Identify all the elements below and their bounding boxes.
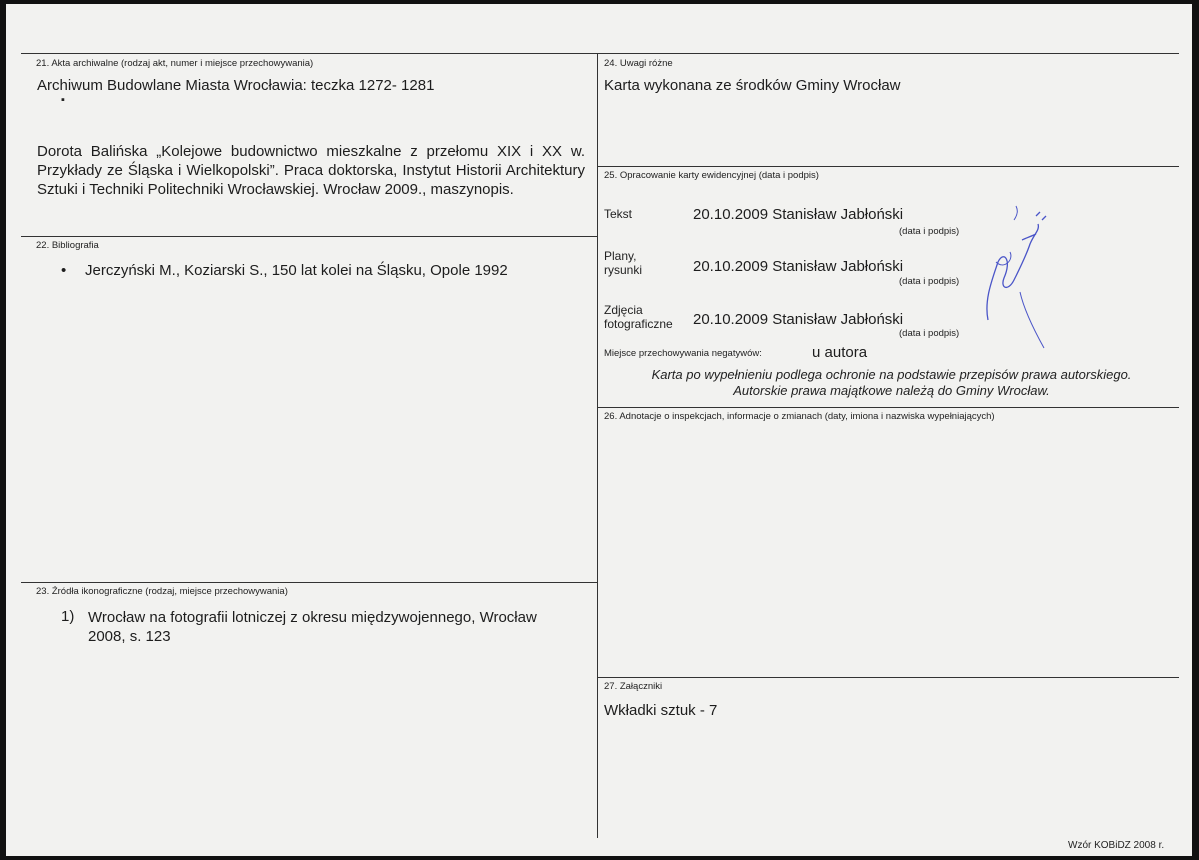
top-rule (21, 53, 1179, 54)
record-card (6, 4, 1192, 856)
handwritten-signature (974, 200, 1054, 350)
row-text-name: Tekst (604, 207, 633, 221)
row-photos-sub: (data i podpis) (899, 328, 960, 339)
bibliography-bullet: • (61, 262, 67, 279)
section-26-label: 26. Adnotacje o inspekcjach, informacje o zmianach (daty, imiona i nazwiska wypełniających) (604, 411, 995, 422)
archive-description: Dorota Balińska „Kolejowe budownictwo mieszkalne z przełomu XIX i XX w. Przykłady ze Śląska i Wielkopolski”. Praca doktorska, Instytut Historii Architektury Sztuki i Techniki Politechniki Wrocławskiej. Wrocław 2009., maszynopis. (37, 143, 585, 198)
row-text-value: 20.10.2009 Stanisław Jabłoński (693, 206, 904, 223)
bullet-mark: ▪ (61, 94, 65, 106)
section-24-label: 24. Uwagi różne (604, 58, 673, 69)
negatives-label: Miejsce przechowywania negatywów: (604, 348, 762, 359)
row-plans-sub: (data i podpis) (899, 276, 960, 287)
negatives-value: u autora (812, 344, 868, 361)
row-photos-name: Zdjęcia fotograficzne (604, 303, 673, 331)
copyright-notice-line1: Karta po wypełnieniu podlega ochronie na podstawie przepisów prawa autorskiego. (651, 367, 1132, 382)
rule-21-22 (21, 236, 597, 237)
rule-22-23 (21, 582, 597, 583)
row-photos-value: 20.10.2009 Stanisław Jabłoński (693, 311, 904, 328)
rule-25-26 (597, 407, 1179, 408)
column-divider (597, 53, 598, 838)
section-21-label: 21. Akta archiwalne (rodzaj akt, numer i miejsce przechowywania) (36, 58, 314, 69)
row-plans-value: 20.10.2009 Stanisław Jabłoński (693, 258, 904, 275)
rule-26-27 (597, 677, 1179, 678)
attachments-text: Wkładki sztuk - 7 (604, 702, 718, 719)
iconography-number: 1) (61, 608, 75, 625)
archive-entry: Archiwum Budowlane Miasta Wrocławia: teczka 1272- 1281 (37, 77, 435, 94)
section-22-label: 22. Bibliografia (36, 240, 99, 251)
copyright-notice-line2: Autorskie prawa majątkowe należą do Gminy Wrocław. (733, 383, 1050, 398)
rule-24-25 (597, 166, 1179, 167)
remarks-text: Karta wykonana ze środków Gminy Wrocław (604, 77, 901, 94)
section-27-label: 27. Załączniki (604, 681, 663, 692)
section-23-label: 23. Źródła ikonograficzne (rodzaj, miejsce przechowywania) (36, 586, 288, 597)
row-text-sub: (data i podpis) (899, 226, 960, 237)
section-25-label: 25. Opracowanie karty ewidencyjnej (data i podpis) (604, 170, 819, 181)
iconography-item: Wrocław na fotografii lotniczej z okresu międzywojennego, Wrocław 2008, s. 123 (88, 609, 537, 645)
bibliography-item: Jerczyński M., Koziarski S., 150 lat kolei na Śląsku, Opole 1992 (85, 262, 508, 279)
row-plans-name: Plany, rysunki (604, 249, 643, 277)
form-footer: Wzór KOBiDZ 2008 r. (1068, 840, 1165, 851)
